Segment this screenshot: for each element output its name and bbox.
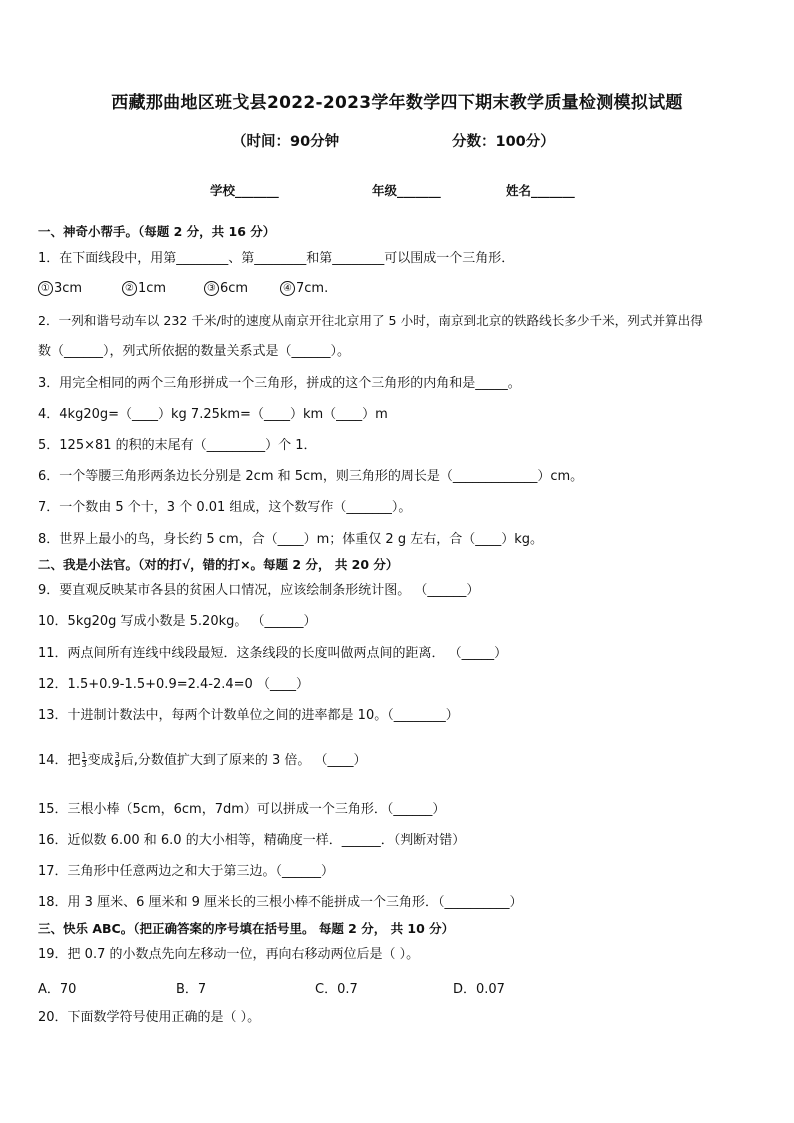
q19-option-c: C．0.7	[315, 982, 358, 997]
question-15: 15．三根小棒（5cm，6cm，7dm）可以拼成一个三角形．（______）	[38, 802, 446, 817]
q14-middle: 变成	[87, 753, 114, 768]
q1-option-1-marker: ①	[38, 281, 53, 296]
question-1: 1．在下面线段中，用第________、第________和第________可以围成一个三角形．	[38, 251, 515, 266]
question-9: 9．要直观反映某市各县的贫困人口情况，应该绘制条形统计图。 （______）	[38, 583, 480, 598]
question-18: 18．用 3 厘米、6 厘米和 9 厘米长的三根小棒不能拼成一个三角形．（__________）	[38, 895, 523, 910]
question-20: 20．下面数学符号使用正确的是（ ）。	[38, 1010, 261, 1025]
question-17: 17．三角形中任意两边之和大于第三边。（______）	[38, 864, 335, 879]
q1-option-4	[280, 281, 328, 296]
exam-time: （时间：90分钟	[232, 134, 340, 150]
q14-fraction-1-denominator: 3	[81, 760, 87, 769]
question-3: 3．用完全相同的两个三角形拼成一个三角形，拼成的这个三角形的内角和是_____。	[38, 376, 521, 391]
q1-option-2-marker: ②	[122, 281, 137, 296]
question-2-line-1: 2．一列和谐号动车以 232 千米/时的速度从南京开往北京用了 5 小时，南京到北京的铁路线长多少千米，列式并算出得	[38, 313, 703, 328]
question-14	[38, 752, 367, 770]
question-19: 19．把 0.7 的小数点先向左移动一位，再向右移动两位后是（ ）。	[38, 947, 420, 962]
q1-option-3-text: 6cm	[220, 281, 249, 296]
q1-option-2	[122, 281, 166, 296]
question-8: 8．世界上最小的鸟，身长约 5 cm，合（____）m；体重仅 2 g 左右，合（____）kg。	[38, 532, 543, 547]
question-6: 6．一个等腰三角形两条边长分别是 2cm 和 5cm，则三角形的周长是（_____________）cm。	[38, 469, 584, 484]
question-13: 13．十进制计数法中，每两个计数单位之间的进率都是 10。（________）	[38, 708, 459, 723]
q1-option-3	[204, 281, 248, 296]
q19-option-d: D．0.07	[453, 982, 505, 997]
q1-option-1-text: 3cm	[54, 281, 83, 296]
question-4: 4．4kg20g=（____）kg 7.25km=（____）km（____）m	[38, 407, 388, 422]
section-3-heading: 三、快乐 ABC。（把正确答案的序号填在括号里。 每题 2 分， 共 10 分）	[38, 921, 455, 936]
page-title: 西藏那曲地区班戈县2022-2023学年数学四下期末教学质量检测模拟试题	[111, 93, 683, 113]
q14-prefix: 14．把	[38, 753, 81, 768]
exam-score: 分数：100分）	[452, 134, 555, 150]
name-field: 姓名_______	[506, 183, 575, 198]
question-7: 7．一个数由 5 个十，3 个 0.01 组成，这个数写作（_______）。	[38, 500, 412, 515]
question-10: 10．5kg20g 写成小数是 5.20kg。 （______）	[38, 614, 317, 629]
q14-fraction-2-numerator: 3	[114, 751, 120, 760]
section-2-heading: 二、我是小法官。（对的打√，错的打×。每题 2 分， 共 20 分）	[38, 557, 399, 572]
question-11: 11．两点间所有连线中线段最短．这条线段的长度叫做两点间的距离． （_____）	[38, 646, 508, 661]
q19-option-a: A．70	[38, 982, 77, 997]
q1-option-3-marker: ③	[204, 281, 219, 296]
section-1-heading: 一、神奇小帮手。（每题 2 分，共 16 分）	[38, 224, 276, 239]
q14-fraction-1	[82, 752, 87, 769]
q1-option-2-text: 1cm	[138, 281, 167, 296]
question-12: 12．1.5+0.9-1.5+0.9=2.4-2.4=0 （____）	[38, 677, 309, 692]
q1-option-4-marker: ④	[280, 281, 295, 296]
school-field: 学校_______	[210, 183, 279, 198]
q14-fraction-2-denominator: 9	[114, 760, 120, 769]
q14-fraction-2	[115, 752, 120, 769]
q1-option-1	[38, 281, 82, 296]
q1-option-4-text: 7cm.	[296, 281, 329, 296]
q19-option-b: B．7	[176, 982, 207, 997]
question-2-line-2: 数（______），列式所依据的数量关系式是（______）。	[38, 344, 351, 359]
question-5: 5．125×81 的积的末尾有（_________）个 1．	[38, 438, 317, 453]
q14-fraction-1-numerator: 1	[81, 751, 87, 760]
grade-field: 年级_______	[372, 183, 441, 198]
q14-suffix: 后,分数值扩大到了原来的 3 倍。 （____）	[120, 753, 367, 768]
question-16: 16．近似数 6.00 和 6.0 的大小相等，精确度一样．______．（判断对错）	[38, 833, 466, 848]
